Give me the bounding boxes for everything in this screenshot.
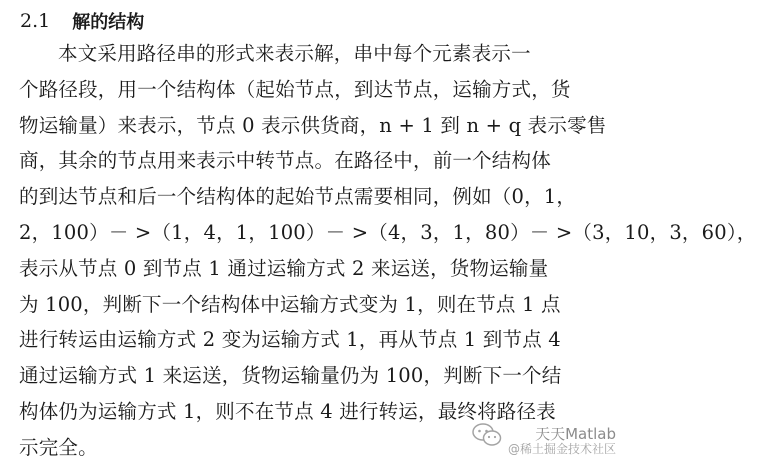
watermark-community: @稀土掘金技术社区 [507, 442, 616, 457]
paragraph-line: 本文采用路径串的形式来表示解，串中每个元素表示一 [58, 42, 531, 65]
watermark-account: 天天Matlab [535, 424, 616, 443]
paragraph-line: 的到达节点和后一个结构体的起始节点需要相同，例如（0，1， [19, 185, 577, 209]
section-heading [20, 6, 144, 36]
wechat-logo-icon [472, 423, 502, 447]
paragraph-line: 2，100）－ >（1，4，1，100）－ >（4，3，1，80）－ >（3，10，3，60）， [19, 220, 757, 244]
paragraph-line: 构体仍为运输方式 1，则不在节点 4 进行转运，最终将路径表 [19, 399, 556, 423]
paragraph-line: 物运输量）来表示，节点 0 表示供货商，n + 1 到 n + q 表示零售 [19, 113, 607, 137]
paragraph-line: 通过运输方式 1 来运送，货物运输量仍为 100，判断下一个结 [19, 364, 562, 388]
body-paragraph [19, 36, 757, 466]
paragraph-line: 商，其余的节点用来表示中转节点。在路径中，前一个结构体 [19, 149, 551, 173]
watermark [472, 423, 616, 457]
paragraph-line: 表示从节点 0 到节点 1 通过运输方式 2 来运送，货物运输量 [19, 256, 549, 280]
section-title: 解的结构 [72, 12, 145, 33]
paragraph-line: 示完全。 [19, 435, 98, 459]
paragraph-line: 进行转运由运输方式 2 变为运输方式 1，再从节点 1 到节点 4 [19, 328, 561, 352]
paragraph-line: 为 100，判断下一个结构体中运输方式变为 1，则在节点 1 点 [19, 292, 561, 316]
paragraph-line: 个路径段，用一个结构体（起始节点，到达节点，运输方式，货 [19, 77, 571, 101]
section-number: 2.1 [20, 10, 51, 32]
